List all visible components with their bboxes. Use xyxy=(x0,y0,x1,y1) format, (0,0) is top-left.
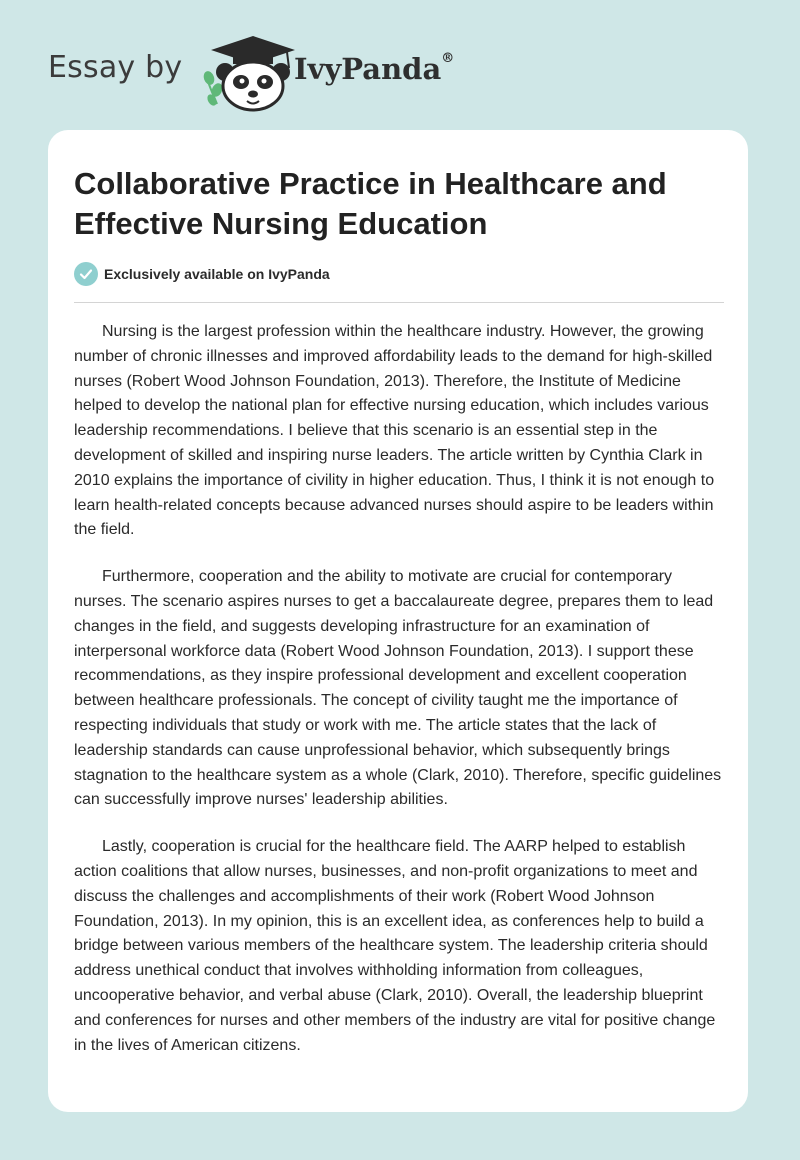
paragraph: Nursing is the largest profession within the healthcare industry. However, the growing number of chronic illnesses and improved affordability leads to the demand for high-skilled nurses (Robert Wood Johnson Foundation, 2013). Therefore, the Institute of Medicine helped to develop the national plan for effective nursing education, which includes various leadership recommendations. I believe that this scenario is an essential step in the development of skilled and inspiring nurse leaders. The article written by Cynthia Clark in 2010 explains the importance of civility in higher education. Thus, I think it is not enough to learn health-related concepts because advanced nurses should aspire to be leaders within the field. xyxy=(74,323,715,539)
paragraph: Lastly, cooperation is crucial for the healthcare field. The AARP helped to establish action coalitions that allow nurses, businesses, and non-profit organizations to meet and discuss the challenges and accomplishments of their work (Robert Wood Johnson Foundation, 2013). In my opinion, this is an excellent idea, as conferences help to build a bridge between various members of the healthcare system. The leadership criteria should address unethical conduct that involves withholding information from colleagues, uncooperative behavior, and verbal abuse (Clark, 2010). Overall, the leadership blueprint and conferences for nurses and other members of the industry are vital for positive change in the lives of American citizens. xyxy=(74,838,716,1054)
essay-by-label: Essay by xyxy=(48,50,183,85)
site-header xyxy=(48,34,548,112)
registered-mark: ® xyxy=(441,51,455,67)
exclusive-badge-label: Exclusively available on IvyPanda xyxy=(104,266,330,282)
panda-logo-icon[interactable] xyxy=(203,34,303,112)
article-body xyxy=(74,320,726,1080)
exclusive-badge xyxy=(74,262,330,286)
brand-name[interactable] xyxy=(294,52,454,86)
check-icon xyxy=(74,262,98,286)
paragraph: Furthermore, cooperation and the ability to motivate are crucial for contemporary nurses. The scenario aspires nurses to get a baccalaureate degree, prepares them to lead changes in the field, and suggests developing infrastructure for an examination of interpersonal workforce data (Robert Wood Johnson Foundation, 2013). I support these recommendations, as they inspire professional development and excellent cooperation between healthcare professionals. The concept of civility taught me the importance of respecting individuals that study or work with me. The article states that the lack of leadership standards can cause unprofessional behavior, which subsequently brings stagnation to the healthcare system as a whole (Clark, 2010). Therefore, specific guidelines can successfully improve nurses' leadership abilities. xyxy=(74,568,722,809)
article-card xyxy=(48,130,748,1112)
divider xyxy=(74,302,724,303)
article-title: Collaborative Practice in Healthcare and Effective Nursing Education xyxy=(74,166,667,241)
brand-text: IvyPanda xyxy=(294,52,442,86)
